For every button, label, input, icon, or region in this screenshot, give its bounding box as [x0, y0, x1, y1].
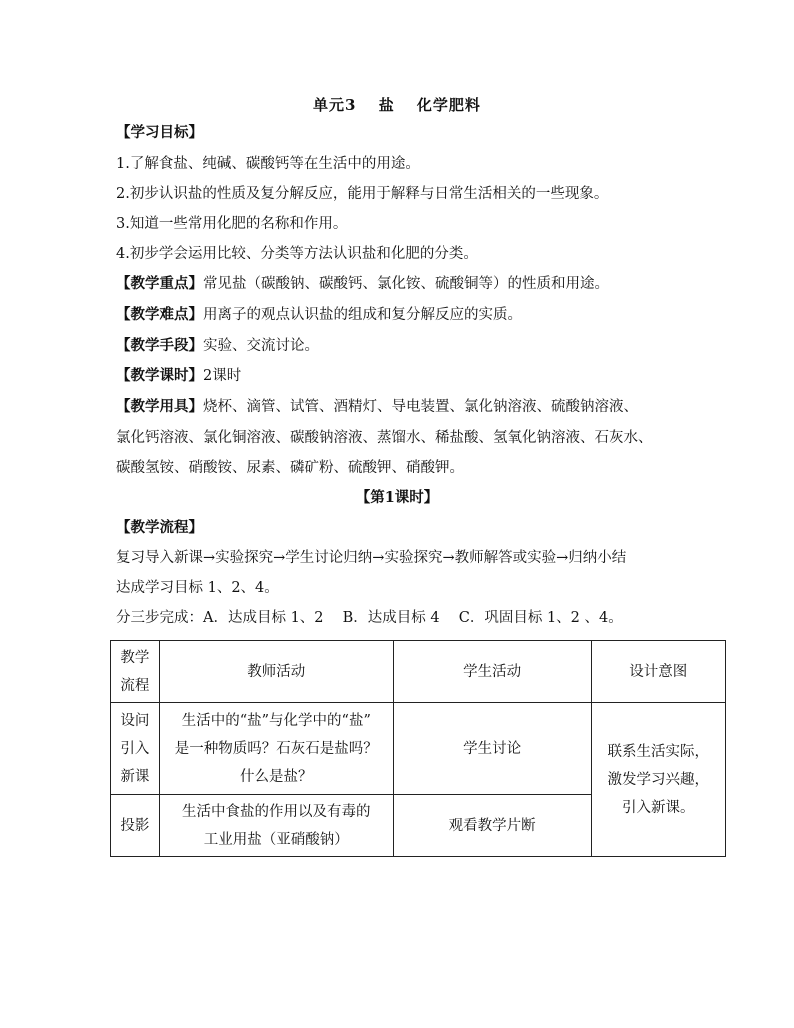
row1-teacher [159, 703, 393, 795]
difficulty-label: 【教学难点】 [116, 306, 203, 323]
hours-text: 2课时 [203, 368, 242, 384]
row2-student: 观看教学片断 [393, 795, 591, 857]
tools-line-3: 碳酸氢铵、硝酸铵、尿素、磷矿粉、硫酸钾、硝酸钾。 [116, 460, 464, 476]
objective-item-2: 2.初步认识盐的性质及复分解反应，能用于解释与日常生活相关的一些现象。 [116, 186, 609, 202]
tools-line-1: 烧杯、滴管、试管、酒精灯、导电装置、氯化钠溶液、硫酸钠溶液、 [203, 399, 638, 415]
row2-teacher [159, 795, 393, 857]
row1-teacher-line-3: 什么是盐？ [240, 768, 313, 785]
table-header-row [111, 641, 726, 703]
intent-line-1: 联系生活实际， [607, 743, 710, 760]
row1-student: 学生讨论 [393, 703, 591, 795]
table-row [111, 703, 726, 795]
objective-item-4: 4.初步学会运用比较、分类等方法认识盐和化肥的分类。 [116, 246, 478, 262]
difficulty [116, 305, 522, 325]
row1-stage [111, 703, 160, 795]
row2-stage: 投影 [111, 795, 160, 857]
key-points-text: 常见盐（碳酸钠、碳酸钙、氯化铵、硫酸铜等）的性质和用途。 [203, 276, 609, 292]
key-points [116, 274, 609, 294]
difficulty-text: 用离子的观点认识盐的组成和复分解反应的实质。 [203, 307, 522, 323]
row1-teacher-line-1: 生活中的“盐”与化学中的“盐” [181, 712, 371, 729]
row2-teacher-line-1: 生活中食盐的作用以及有毒的 [182, 803, 371, 820]
teaching-tools [116, 397, 638, 417]
teaching-means [116, 336, 319, 356]
hours-label: 【教学课时】 [116, 367, 203, 384]
flow-line-2: 达成学习目标 1、2、4。 [116, 580, 279, 596]
means-text: 实验、交流讨论。 [203, 338, 319, 354]
row1-stage-line-3: 新课 [120, 768, 150, 785]
header-student: 学生活动 [393, 641, 591, 703]
row1-stage-line-1: 设问 [120, 712, 150, 729]
header-intent: 设计意图 [591, 641, 725, 703]
flow-line-1: 复习导入新课→实验探究→学生讨论归纳→实验探究→教师解答或实验→归纳小结 [116, 550, 627, 566]
header-stage-line-1: 教学 [120, 649, 150, 666]
intent-cell [591, 703, 725, 857]
header-stage-line-2: 流程 [120, 677, 150, 694]
flow-heading: 【教学流程】 [116, 519, 203, 536]
objectives-heading: 【学习目标】 [116, 124, 203, 141]
tools-line-2: 氯化钙溶液、氯化铜溶液、碳酸钠溶液、蒸馏水、稀盐酸、氢氧化钠溶液、石灰水、 [116, 430, 653, 446]
header-teacher: 教师活动 [159, 641, 393, 703]
teaching-hours [116, 366, 241, 386]
intent-line-2: 激发学习兴趣， [607, 771, 710, 788]
flow-line-3: 分三步完成：A．达成目标 1、2 B．达成目标 4 C．巩固目标 1、2 、4。 [116, 610, 623, 626]
lesson-heading: 【第1课时】 [355, 489, 439, 506]
means-label: 【教学手段】 [116, 337, 203, 354]
objective-item-3: 3.知道一些常用化肥的名称和作用。 [116, 216, 348, 232]
unit-title: 单元3 盐 化学肥料 [313, 96, 481, 114]
row1-teacher-line-2: 是一种物质吗？石灰石是盐吗？ [174, 740, 378, 757]
tools-label: 【教学用具】 [116, 398, 203, 415]
objective-item-1: 1.了解食盐、纯碱、碳酸钙等在生活中的用途。 [116, 156, 420, 172]
intent-line-3: 引入新课。 [622, 799, 695, 816]
key-points-label: 【教学重点】 [116, 275, 203, 292]
lesson-plan-table [110, 640, 726, 857]
header-stage [111, 641, 160, 703]
row1-stage-line-2: 引入 [120, 740, 150, 757]
row2-teacher-line-2: 工业用盐（亚硝酸钠） [203, 831, 349, 848]
